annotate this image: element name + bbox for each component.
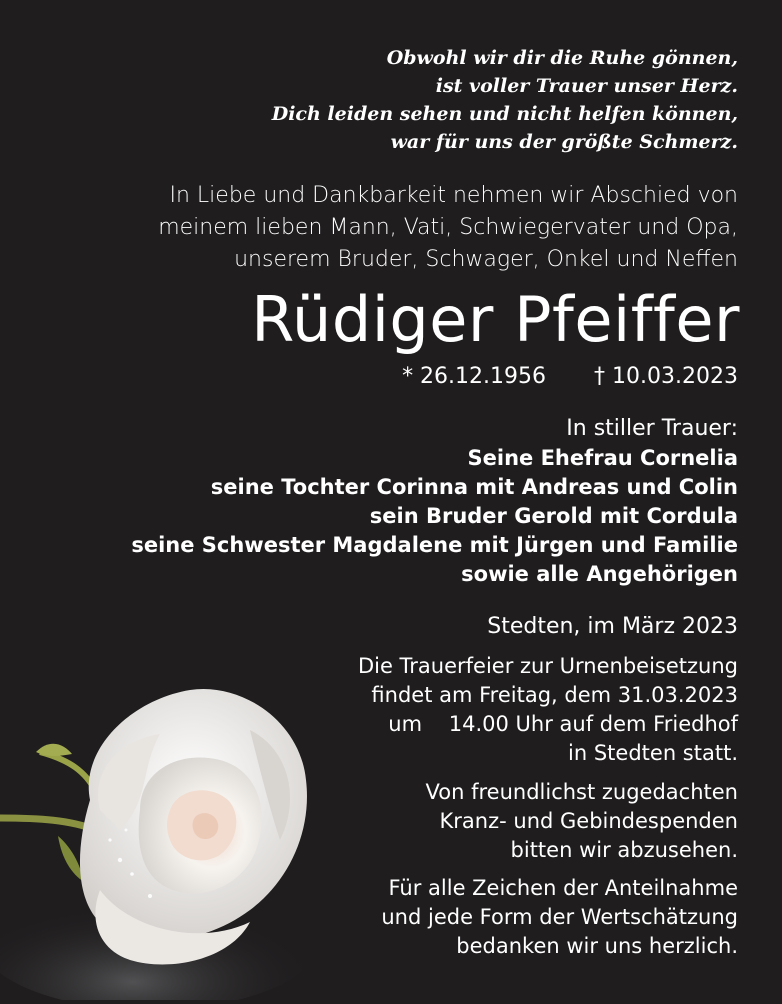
white-rose-icon bbox=[0, 660, 340, 1000]
wreath-line: bitten wir abzusehen. bbox=[510, 838, 738, 862]
mourner-line: seine Schwester Magdalene mit Jürgen und Familie bbox=[131, 533, 738, 557]
mourner-line: seine Tochter Corinna mit Andreas und Colin bbox=[210, 475, 738, 499]
mourners-label: In stiller Trauer: bbox=[566, 416, 738, 441]
thanks-line: und jede Form der Wertschätzung bbox=[381, 905, 738, 929]
poem-line: ist voller Trauer unser Herz. bbox=[435, 75, 738, 97]
poem-verse bbox=[272, 44, 738, 156]
thanks-line: Für alle Zeichen der Anteilnahme bbox=[388, 876, 738, 900]
poem-line: Dich leiden sehen und nicht helfen können, bbox=[271, 103, 738, 125]
wreath-line: Kranz- und Gebindespenden bbox=[439, 809, 738, 833]
wreath-line: Von freundlichst zugedachten bbox=[425, 780, 738, 804]
place-and-date: Stedten, im März 2023 bbox=[487, 614, 738, 639]
funeral-line: um 14.00 Uhr auf dem Friedhof bbox=[388, 712, 738, 736]
funeral-line: Die Trauerfeier zur Urnenbeisetzung bbox=[357, 654, 738, 678]
thanks-note bbox=[381, 874, 738, 961]
life-dates bbox=[402, 362, 738, 392]
intro-line: meinem lieben Mann, Vati, Schwiegervater und Opa, bbox=[158, 215, 738, 240]
death-date: † 10.03.2023 bbox=[594, 364, 738, 389]
mourner-line: Seine Ehefrau Cornelia bbox=[467, 446, 738, 470]
funeral-line: in Stedten statt. bbox=[568, 741, 738, 765]
deceased-name: Rüdiger Pfeiffer bbox=[251, 283, 740, 356]
birth-date: * 26.12.1956 bbox=[402, 364, 547, 389]
funeral-line: findet am Freitag, dem 31.03.2023 bbox=[371, 683, 738, 707]
farewell-intro bbox=[158, 180, 738, 276]
poem-line: war für uns der größte Schmerz. bbox=[390, 131, 738, 153]
intro-line: unserem Bruder, Schwager, Onkel und Neffen bbox=[234, 247, 738, 272]
intro-line: In Liebe und Dankbarkeit nehmen wir Abschied von bbox=[169, 183, 738, 208]
thanks-line: bedanken wir uns herzlich. bbox=[456, 934, 738, 958]
poem-line: Obwohl wir dir die Ruhe gönnen, bbox=[386, 47, 738, 69]
wreath-note bbox=[426, 778, 738, 865]
funeral-info bbox=[358, 652, 738, 768]
mourners-list bbox=[131, 444, 738, 589]
mourner-line: sowie alle Angehörigen bbox=[461, 562, 738, 586]
mourner-line: sein Bruder Gerold mit Cordula bbox=[369, 504, 738, 528]
